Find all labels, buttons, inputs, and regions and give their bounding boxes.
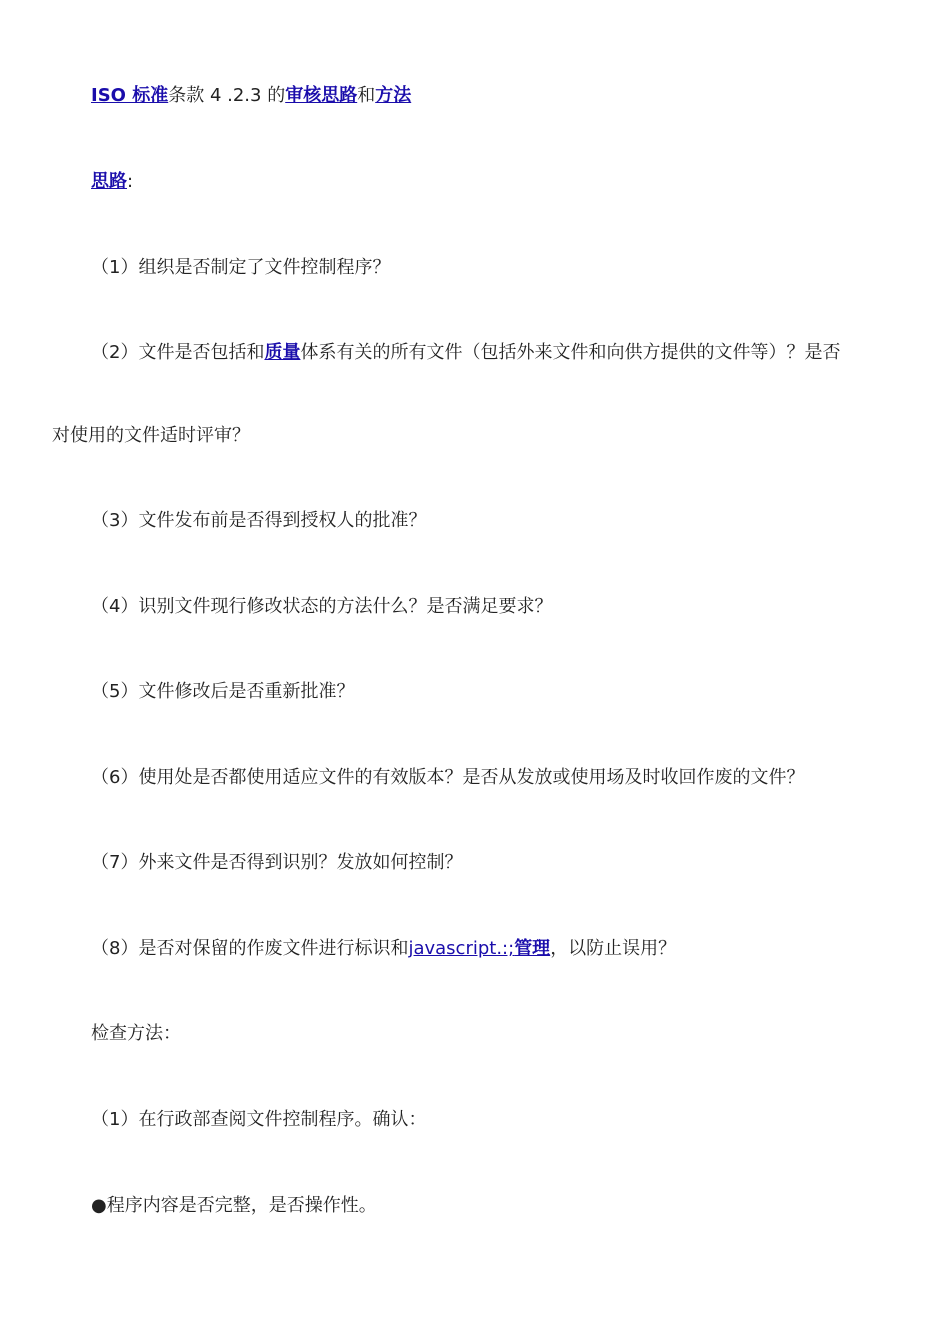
check-method-heading: 检查方法： — [91, 1023, 181, 1044]
item-1: （1）组织是否制定了文件控制程序？ — [91, 257, 391, 278]
title-text-and: 和 — [357, 85, 376, 106]
item-2-continuation: 对使用的文件适时评审？ — [52, 425, 250, 446]
audit-approach-link[interactable]: 审核思路 — [285, 85, 358, 106]
item-8-prefix: （8）是否对保留的作废文件进行标识和 — [91, 938, 409, 959]
management-link[interactable]: 管理 — [514, 938, 551, 959]
item-6: （6）使用处是否都使用适应文件的有效版本？是否从发放或使用场及时收回作废的文件？ — [91, 767, 805, 788]
item-7: （7）外来文件是否得到识别？发放如何控制？ — [91, 852, 463, 873]
item-4: （4）识别文件现行修改状态的方法什么？是否满足要求？ — [91, 596, 553, 617]
approach-heading — [91, 170, 133, 194]
check-method-bullet-1: ●程序内容是否完整，是否操作性。 — [91, 1195, 377, 1216]
check-method-1: （1）在行政部查阅文件控制程序。确认： — [91, 1109, 427, 1130]
item-2-suffix: 体系有关的所有文件（包括外来文件和向供方提供的文件等）？是否 — [300, 342, 841, 363]
approach-colon: : — [127, 171, 134, 192]
item-8 — [91, 937, 676, 961]
iso-standard-link[interactable]: ISO 标准 — [91, 85, 169, 106]
item-8-suffix: ，以防止误用？ — [550, 938, 677, 959]
javascript-link[interactable]: javascript.:; — [408, 938, 515, 959]
item-5: （5）文件修改后是否重新批准？ — [91, 681, 355, 702]
method-link[interactable]: 方法 — [375, 85, 412, 106]
title-line — [91, 84, 411, 108]
item-2 — [91, 341, 840, 365]
item-2-prefix: （2）文件是否包括和 — [91, 342, 265, 363]
quality-link[interactable]: 质量 — [264, 342, 301, 363]
title-text-clause: 条款 4 .2.3 的 — [168, 85, 286, 106]
approach-link[interactable]: 思路 — [91, 171, 127, 192]
item-3: （3）文件发布前是否得到授权人的批准？ — [91, 510, 427, 531]
